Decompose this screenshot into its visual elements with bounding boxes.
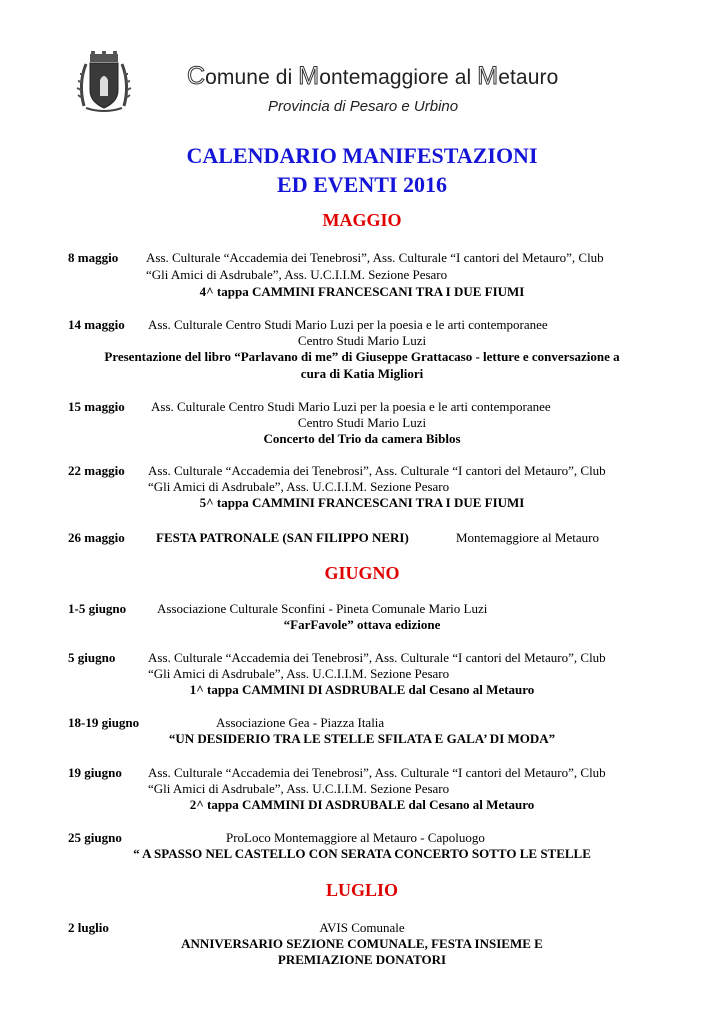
event-organizer: Ass. Culturale “Accademia dei Tenebrosi”, Ass. Culturale “I cantori del Metauro”, Club xyxy=(148,650,606,665)
event-organizer: Centro Studi Mario Luzi xyxy=(297,415,427,430)
event-date: 22 maggio xyxy=(68,463,125,478)
event-title: ANNIVERSARIO SEZIONE COMUNALE, FESTA INSIEME E xyxy=(181,936,543,951)
event-date: 5 giugno xyxy=(68,650,116,665)
event-place: Montemaggiore al Metauro xyxy=(456,530,599,545)
event-title: PREMIAZIONE DONATORI xyxy=(277,952,447,967)
event-title: “UN DESIDERIO TRA LE STELLE SFILATA E GALA’ DI MODA” xyxy=(168,731,556,746)
page-title-line-1: CALENDARIO MANIFESTAZIONI xyxy=(186,143,538,168)
month-heading-luglio: LUGLIO xyxy=(325,880,399,900)
municipal-crest-icon xyxy=(76,50,132,114)
event-organizer: “Gli Amici di Asdrubale”, Ass. U.C.I.I.M. Sezione Pesaro xyxy=(148,479,450,494)
event-title: 2^ tappa CAMMINI DI ASDRUBALE dal Cesano al Metauro xyxy=(189,797,535,812)
event-date: 15 maggio xyxy=(68,399,125,414)
province-name: Provincia di Pesaro e Urbino xyxy=(268,98,459,115)
event-title: “FarFavole” ottava edizione xyxy=(283,617,441,632)
event-title: “ A SPASSO NEL CASTELLO CON SERATA CONCERTO SOTTO LE STELLE xyxy=(133,846,591,861)
event-organizer: AVIS Comunale xyxy=(319,920,405,935)
event-date: 2 luglio xyxy=(68,920,109,935)
event-title: 1^ tappa CAMMINI DI ASDRUBALE dal Cesano al Metauro xyxy=(189,682,535,697)
event-organizer: ProLoco Montemaggiore al Metauro - Capoluogo xyxy=(226,830,485,845)
event-organizer: “Gli Amici di Asdrubale”, Ass. U.C.I.I.M. Sezione Pesaro xyxy=(146,267,448,282)
event-organizer: Ass. Culturale “Accademia dei Tenebrosi”, Ass. Culturale “I cantori del Metauro”, Club xyxy=(146,250,604,265)
event-date: 25 giugno xyxy=(68,830,122,845)
event-title: Presentazione del libro “Parlavano di me” di Giuseppe Grattacaso - letture e conversazione a xyxy=(104,349,620,364)
page-title-line-2: ED EVENTI 2016 xyxy=(277,172,447,197)
event-date: 1-5 giugno xyxy=(68,601,127,616)
event-date: 18-19 giugno xyxy=(68,715,140,730)
event-date: 14 maggio xyxy=(68,317,125,332)
event-organizer: Ass. Culturale Centro Studi Mario Luzi per la poesia e le arti contemporanee xyxy=(151,399,551,414)
event-organizer: “Gli Amici di Asdrubale”, Ass. U.C.I.I.M. Sezione Pesaro xyxy=(148,781,450,796)
event-title: cura di Katia Migliori xyxy=(300,366,424,381)
event-date: 8 maggio xyxy=(68,250,119,265)
event-title: 5^ tappa CAMMINI FRANCESCANI TRA I DUE FIUMI xyxy=(199,495,525,510)
event-organizer: Associazione Culturale Sconfini - Pineta Comunale Mario Luzi xyxy=(157,601,488,616)
event-organizer: “Gli Amici di Asdrubale”, Ass. U.C.I.I.M. Sezione Pesaro xyxy=(148,666,450,681)
event-organizer: Ass. Culturale Centro Studi Mario Luzi per la poesia e le arti contemporanee xyxy=(148,317,548,332)
event-organizer: Ass. Culturale “Accademia dei Tenebrosi”, Ass. Culturale “I cantori del Metauro”, Club xyxy=(148,765,606,780)
event-title: Concerto del Trio da camera Biblos xyxy=(263,431,461,446)
month-heading-maggio: MAGGIO xyxy=(322,210,402,230)
event-title: 4^ tappa CAMMINI FRANCESCANI TRA I DUE FIUMI xyxy=(199,284,525,299)
event-title: FESTA PATRONALE (SAN FILIPPO NERI) xyxy=(156,530,409,545)
event-date: 19 giugno xyxy=(68,765,122,780)
event-organizer: Centro Studi Mario Luzi xyxy=(297,333,427,348)
event-date: 26 maggio xyxy=(68,530,125,545)
month-heading-giugno: GIUGNO xyxy=(324,563,400,583)
municipality-name: Comune di Montemaggiore al Metauro xyxy=(187,62,559,90)
event-organizer: Associazione Gea - Piazza Italia xyxy=(216,715,385,730)
event-organizer: Ass. Culturale “Accademia dei Tenebrosi”, Ass. Culturale “I cantori del Metauro”, Club xyxy=(148,463,606,478)
